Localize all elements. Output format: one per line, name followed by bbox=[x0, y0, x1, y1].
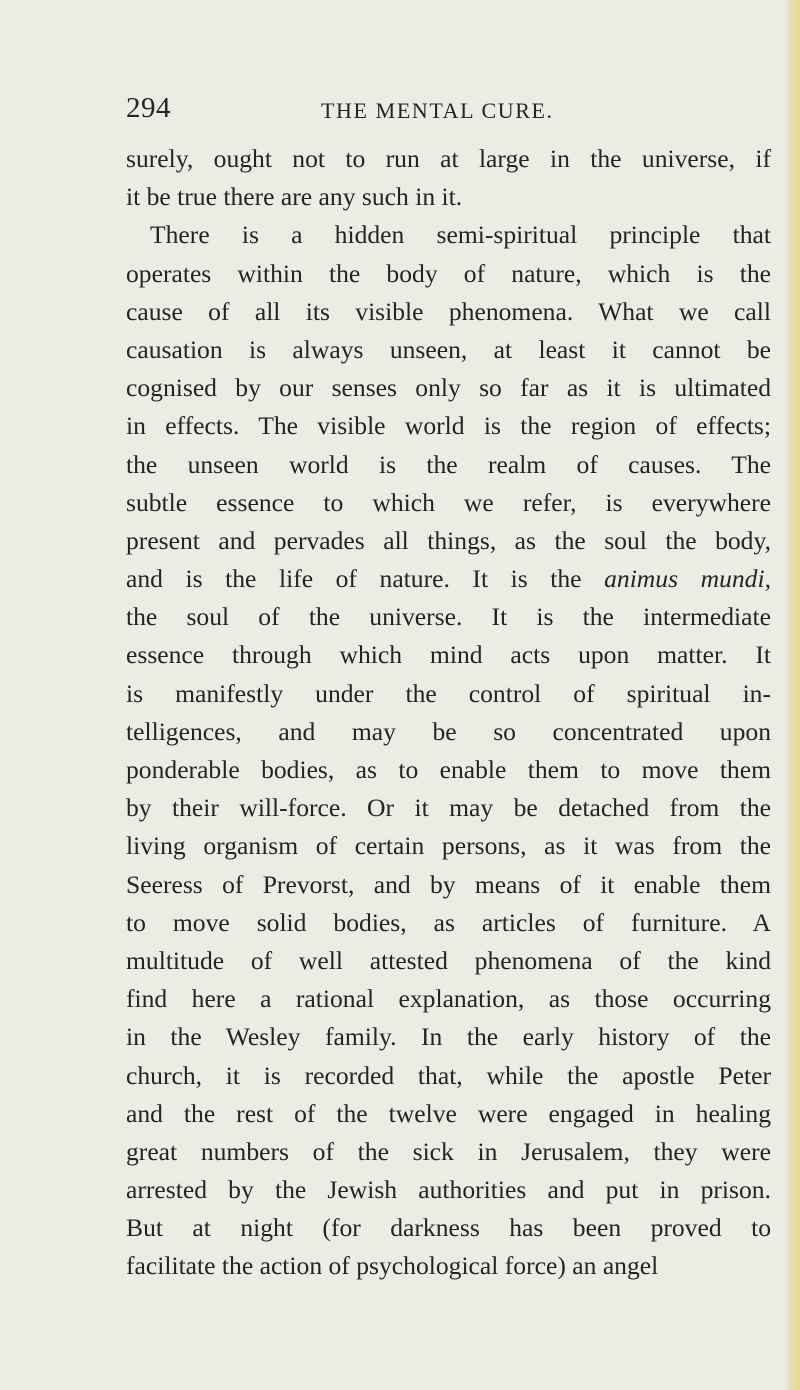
text-line: in effects. The visible world is the region of effects; bbox=[126, 411, 771, 441]
text-line: living organism of certain persons, as it was from the bbox=[126, 831, 771, 861]
text-line: great numbers of the sick in Jerusalem, they were bbox=[126, 1136, 771, 1166]
text-line: causation is always unseen, at least it cannot be bbox=[126, 334, 771, 364]
text-line: and the rest of the twelve were engaged in healing bbox=[126, 1098, 771, 1128]
text-line: the soul of the universe. It is the intermediate bbox=[126, 602, 771, 632]
text-line: operates within the body of nature, which is the bbox=[126, 258, 771, 288]
text-line: arrested by the Jewish authorities and put in prison. bbox=[126, 1175, 771, 1205]
text-line: telligences, and may be so concentrated upon bbox=[126, 716, 771, 746]
page-number: 294 bbox=[126, 92, 171, 124]
text-line: But at night (for darkness has been proved to bbox=[126, 1213, 771, 1243]
text-line: Seeress of Prevorst, and by means of it enable them bbox=[126, 869, 771, 899]
text-line: the unseen world is the realm of causes. The bbox=[126, 449, 771, 479]
text-line-lead: and is the life of nature. It is the bbox=[126, 564, 582, 594]
text-line: subtle essence to which we refer, is everywhere bbox=[126, 487, 771, 517]
text-line: cause of all its visible phenomena. What we call bbox=[126, 296, 771, 326]
text-line: facilitate the action of psychological force) an angel bbox=[126, 1251, 659, 1281]
text-line: is manifestly under the control of spiritual in- bbox=[126, 678, 771, 708]
text-line: surely, ought not to run at large in the universe, if bbox=[126, 144, 771, 173]
text-line: it be true there are any such in it. bbox=[126, 182, 463, 212]
text-line: church, it is recorded that, while the apostle Peter bbox=[126, 1060, 771, 1090]
text-line: by their will-force. Or it may be detached from the bbox=[126, 793, 771, 823]
text-line: cognised by our senses only so far as it is ultimated bbox=[126, 373, 771, 403]
text-line: present and pervades all things, as the soul the body, bbox=[126, 525, 771, 555]
text-line: There is a hidden semi-spiritual principle that bbox=[150, 220, 771, 250]
text-line-with-italic bbox=[126, 560, 771, 598]
text-line: in the Wesley family. In the early history of the bbox=[126, 1022, 771, 1052]
text-line: to move solid bodies, as articles of furniture. A bbox=[126, 907, 771, 937]
text-line: ponderable bodies, as to enable them to move them bbox=[126, 755, 771, 784]
page-edge bbox=[784, 0, 800, 1390]
text-line: find here a rational explanation, as those occurring bbox=[126, 984, 771, 1014]
italic-phrase: animus mundi, bbox=[604, 564, 771, 594]
body-text bbox=[126, 140, 771, 1286]
text-line: multitude of well attested phenomena of the kind bbox=[126, 945, 771, 975]
text-line: essence through which mind acts upon matter. It bbox=[126, 640, 771, 670]
page-header bbox=[126, 92, 771, 138]
running-head: THE MENTAL CURE. bbox=[321, 98, 554, 123]
